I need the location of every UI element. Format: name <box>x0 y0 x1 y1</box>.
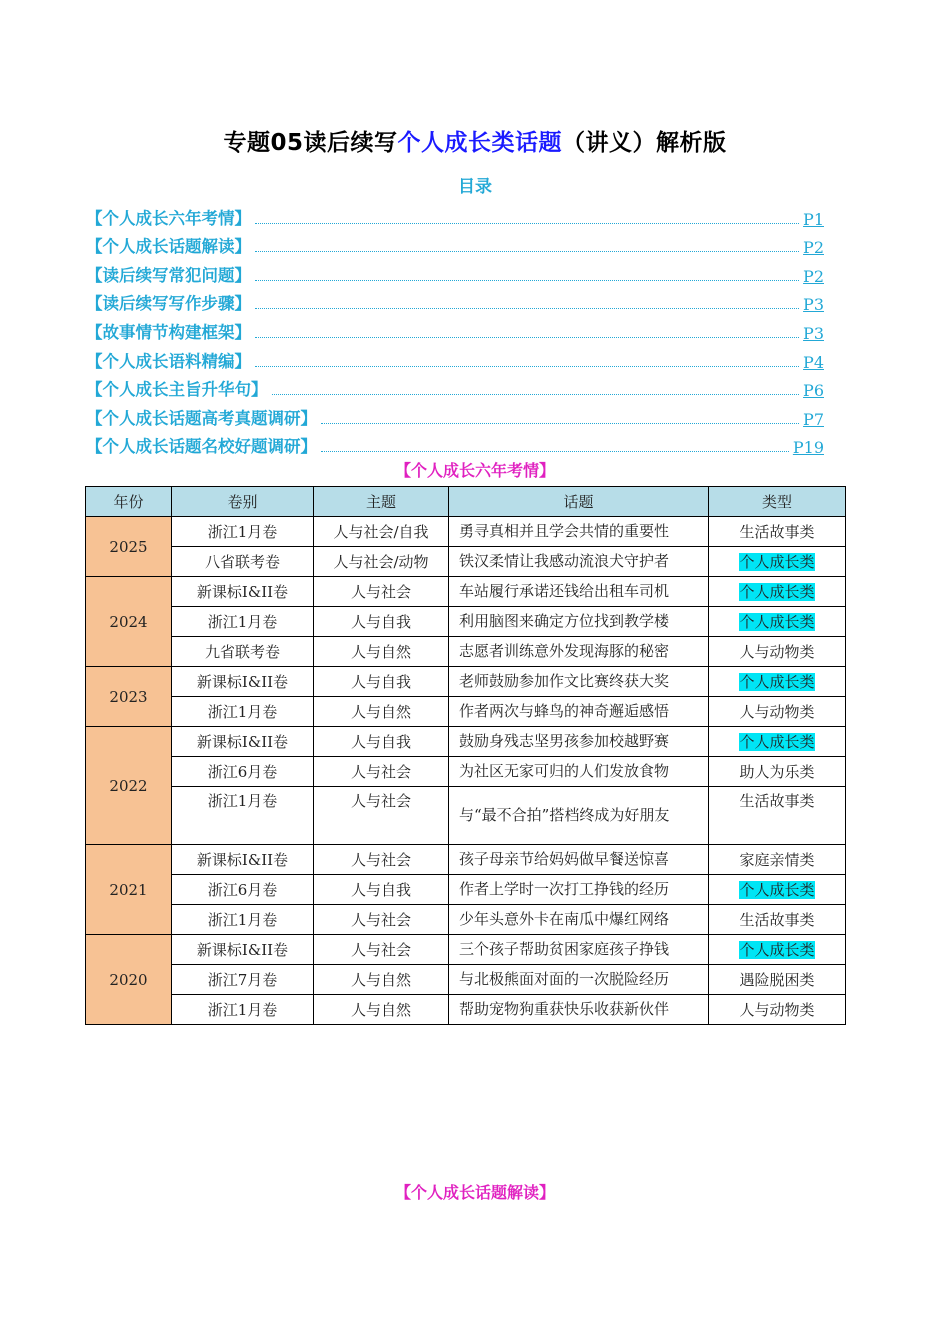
toc-leader-dots <box>255 280 799 281</box>
section-heading-topic-analysis: 【个人成长话题解读】 <box>394 1183 555 1202</box>
type-cell <box>709 787 846 845</box>
topic-cell: 与北极熊面对面的一次脱险经历 <box>449 965 709 995</box>
table-row <box>86 995 846 1025</box>
type-cell <box>709 637 846 667</box>
type-cell <box>709 935 846 965</box>
title-prefix: 专题05读后续写 <box>223 130 398 156</box>
paper-cell: 浙江7月卷 <box>172 965 314 995</box>
type-label: 生活故事类 <box>739 523 815 541</box>
table-row <box>86 845 846 875</box>
table-row <box>86 607 846 637</box>
toc-item-label: 【个人成长主旨升华句】 <box>86 380 268 400</box>
theme-cell: 人与自然 <box>314 995 449 1025</box>
topic-cell: 少年头意外卡在南瓜中爆红网络 <box>449 905 709 935</box>
type-cell <box>709 875 846 905</box>
theme-cell: 人与自我 <box>314 727 449 757</box>
toc-item[interactable] <box>86 286 824 315</box>
toc-leader-dots <box>321 451 789 452</box>
theme-cell: 人与自然 <box>314 697 449 727</box>
topic-cell: 为社区无家可归的人们发放食物 <box>449 757 709 787</box>
type-label-highlighted: 个人成长类 <box>739 583 815 601</box>
theme-cell: 人与自然 <box>314 637 449 667</box>
year-cell: 2021 <box>86 845 172 935</box>
toc-item-label: 【个人成长语料精编】 <box>86 351 251 371</box>
toc-item[interactable] <box>86 372 824 401</box>
paper-cell: 浙江6月卷 <box>172 875 314 905</box>
table-header-row <box>86 487 846 517</box>
theme-cell: 人与社会/自我 <box>314 517 449 547</box>
title-topic: 个人成长类话题 <box>397 130 562 156</box>
type-cell <box>709 965 846 995</box>
toc-item-page[interactable]: P3 <box>803 323 824 343</box>
topic-cell: 孩子母亲节给妈妈做早餐送惊喜 <box>449 845 709 875</box>
theme-cell: 人与社会 <box>314 787 449 845</box>
year-cell: 2025 <box>86 517 172 577</box>
paper-cell: 浙江1月卷 <box>172 905 314 935</box>
toc-item-page[interactable]: P6 <box>803 381 824 401</box>
toc-leader-dots <box>255 223 799 224</box>
paper-cell: 新课标I&II卷 <box>172 577 314 607</box>
year-cell: 2024 <box>86 577 172 667</box>
topic-cell: 勇寻真相并且学会共情的重要性 <box>449 517 709 547</box>
type-cell <box>709 845 846 875</box>
paper-cell: 新课标I&II卷 <box>172 727 314 757</box>
toc-item-label: 【个人成长话题高考真题调研】 <box>86 408 317 428</box>
year-cell: 2020 <box>86 935 172 1025</box>
type-cell <box>709 995 846 1025</box>
topic-cell: 老师鼓励参加作文比赛终获大奖 <box>449 667 709 697</box>
toc-leader-dots <box>321 423 799 424</box>
toc-item[interactable] <box>86 314 824 343</box>
toc-item[interactable] <box>86 229 824 258</box>
table-row <box>86 637 846 667</box>
toc-item-page[interactable]: P2 <box>803 238 824 258</box>
toc-item-label: 【个人成长话题名校好题调研】 <box>86 437 317 457</box>
toc-item-page[interactable]: P1 <box>803 209 824 229</box>
table-row <box>86 697 846 727</box>
type-cell <box>709 697 846 727</box>
theme-cell: 人与自我 <box>314 607 449 637</box>
toc-item-label: 【个人成长话题解读】 <box>86 237 251 257</box>
paper-cell: 新课标I&II卷 <box>172 667 314 697</box>
header-topic: 话题 <box>449 487 709 517</box>
type-label: 遇险脱困类 <box>739 971 815 989</box>
toc-item-page[interactable]: P4 <box>803 352 824 372</box>
type-label-highlighted: 个人成长类 <box>739 881 815 899</box>
table-row <box>86 787 846 845</box>
toc-item-page[interactable]: P19 <box>792 438 824 458</box>
type-cell <box>709 517 846 547</box>
type-cell <box>709 727 846 757</box>
year-cell: 2023 <box>86 667 172 727</box>
table-row <box>86 667 846 697</box>
topic-cell: 车站履行承诺还钱给出租车司机 <box>449 577 709 607</box>
type-label-highlighted: 个人成长类 <box>739 553 815 571</box>
topic-cell: 鼓励身残志坚男孩参加校越野赛 <box>449 727 709 757</box>
toc-item-label: 【读后续写写作步骤】 <box>86 294 251 314</box>
type-cell <box>709 547 846 577</box>
header-theme: 主题 <box>314 487 449 517</box>
paper-cell: 浙江1月卷 <box>172 607 314 637</box>
table-row <box>86 905 846 935</box>
toc-item-label: 【个人成长六年考情】 <box>86 208 251 228</box>
type-label: 助人为乐类 <box>739 763 815 781</box>
type-label: 人与动物类 <box>739 1001 815 1019</box>
topic-cell: 作者两次与蜂鸟的神奇邂逅感悟 <box>449 697 709 727</box>
topic-cell: 利用脑图来确定方位找到教学楼 <box>449 607 709 637</box>
type-label: 生活故事类 <box>739 911 815 929</box>
toc-leader-dots <box>255 251 799 252</box>
type-label-highlighted: 个人成长类 <box>739 613 815 631</box>
toc-item-page[interactable]: P2 <box>803 266 824 286</box>
section-heading-exam-stats: 【个人成长六年考情】 <box>394 461 555 480</box>
toc-item-label: 【故事情节构建框架】 <box>86 322 251 342</box>
topic-cell: 与“最不合拍”搭档终成为好朋友 <box>449 787 709 845</box>
paper-cell: 浙江6月卷 <box>172 757 314 787</box>
theme-cell: 人与社会 <box>314 577 449 607</box>
topic-cell: 铁汉柔情让我感动流浪犬守护者 <box>449 547 709 577</box>
type-label: 人与动物类 <box>739 643 815 661</box>
paper-cell: 新课标I&II卷 <box>172 845 314 875</box>
toc-item[interactable] <box>86 343 824 372</box>
topic-cell: 帮助宠物狗重获快乐收获新伙伴 <box>449 995 709 1025</box>
exam-stats-table <box>85 486 846 1025</box>
theme-cell: 人与自我 <box>314 875 449 905</box>
paper-cell: 浙江1月卷 <box>172 697 314 727</box>
theme-cell: 人与社会 <box>314 845 449 875</box>
table-row <box>86 577 846 607</box>
paper-cell: 九省联考卷 <box>172 637 314 667</box>
topic-cell: 志愿者训练意外发现海豚的秘密 <box>449 637 709 667</box>
theme-cell: 人与自然 <box>314 965 449 995</box>
type-cell <box>709 577 846 607</box>
topic-cell: 作者上学时一次打工挣钱的经历 <box>449 875 709 905</box>
table-of-contents <box>86 200 824 457</box>
theme-cell: 人与社会 <box>314 905 449 935</box>
table-row <box>86 547 846 577</box>
toc-leader-dots <box>255 337 799 338</box>
header-paper: 卷别 <box>172 487 314 517</box>
paper-cell: 浙江1月卷 <box>172 787 314 845</box>
year-cell: 2022 <box>86 727 172 845</box>
type-label: 人与动物类 <box>739 703 815 721</box>
toc-item[interactable] <box>86 257 824 286</box>
header-year: 年份 <box>86 487 172 517</box>
type-label: 生活故事类 <box>739 792 815 810</box>
table-row <box>86 965 846 995</box>
toc-item[interactable] <box>86 400 824 429</box>
theme-cell: 人与自我 <box>314 667 449 697</box>
type-label-highlighted: 个人成长类 <box>739 733 815 751</box>
paper-cell: 新课标I&II卷 <box>172 935 314 965</box>
toc-leader-dots <box>272 394 800 395</box>
toc-heading: 目录 <box>458 177 492 197</box>
type-label-highlighted: 个人成长类 <box>739 673 815 691</box>
toc-item[interactable] <box>86 429 824 458</box>
toc-item-page[interactable]: P7 <box>803 409 824 429</box>
table-row <box>86 757 846 787</box>
theme-cell: 人与社会/动物 <box>314 547 449 577</box>
paper-cell: 浙江1月卷 <box>172 995 314 1025</box>
toc-leader-dots <box>255 308 799 309</box>
table-row <box>86 727 846 757</box>
type-cell <box>709 607 846 637</box>
toc-leader-dots <box>255 366 799 367</box>
paper-cell: 八省联考卷 <box>172 547 314 577</box>
type-cell <box>709 757 846 787</box>
paper-cell: 浙江1月卷 <box>172 517 314 547</box>
title-suffix: （讲义）解析版 <box>562 130 727 156</box>
document-title <box>0 124 950 157</box>
type-cell <box>709 667 846 697</box>
table-row <box>86 935 846 965</box>
header-type: 类型 <box>709 487 846 517</box>
topic-cell: 三个孩子帮助贫困家庭孩子挣钱 <box>449 935 709 965</box>
table-row <box>86 517 846 547</box>
type-label-highlighted: 个人成长类 <box>739 941 815 959</box>
theme-cell: 人与社会 <box>314 757 449 787</box>
toc-item-label: 【读后续写常犯问题】 <box>86 265 251 285</box>
type-cell <box>709 905 846 935</box>
toc-item-page[interactable]: P3 <box>803 295 824 315</box>
table-row <box>86 875 846 905</box>
theme-cell: 人与社会 <box>314 935 449 965</box>
type-label: 家庭亲情类 <box>739 851 815 869</box>
toc-item[interactable] <box>86 200 824 229</box>
